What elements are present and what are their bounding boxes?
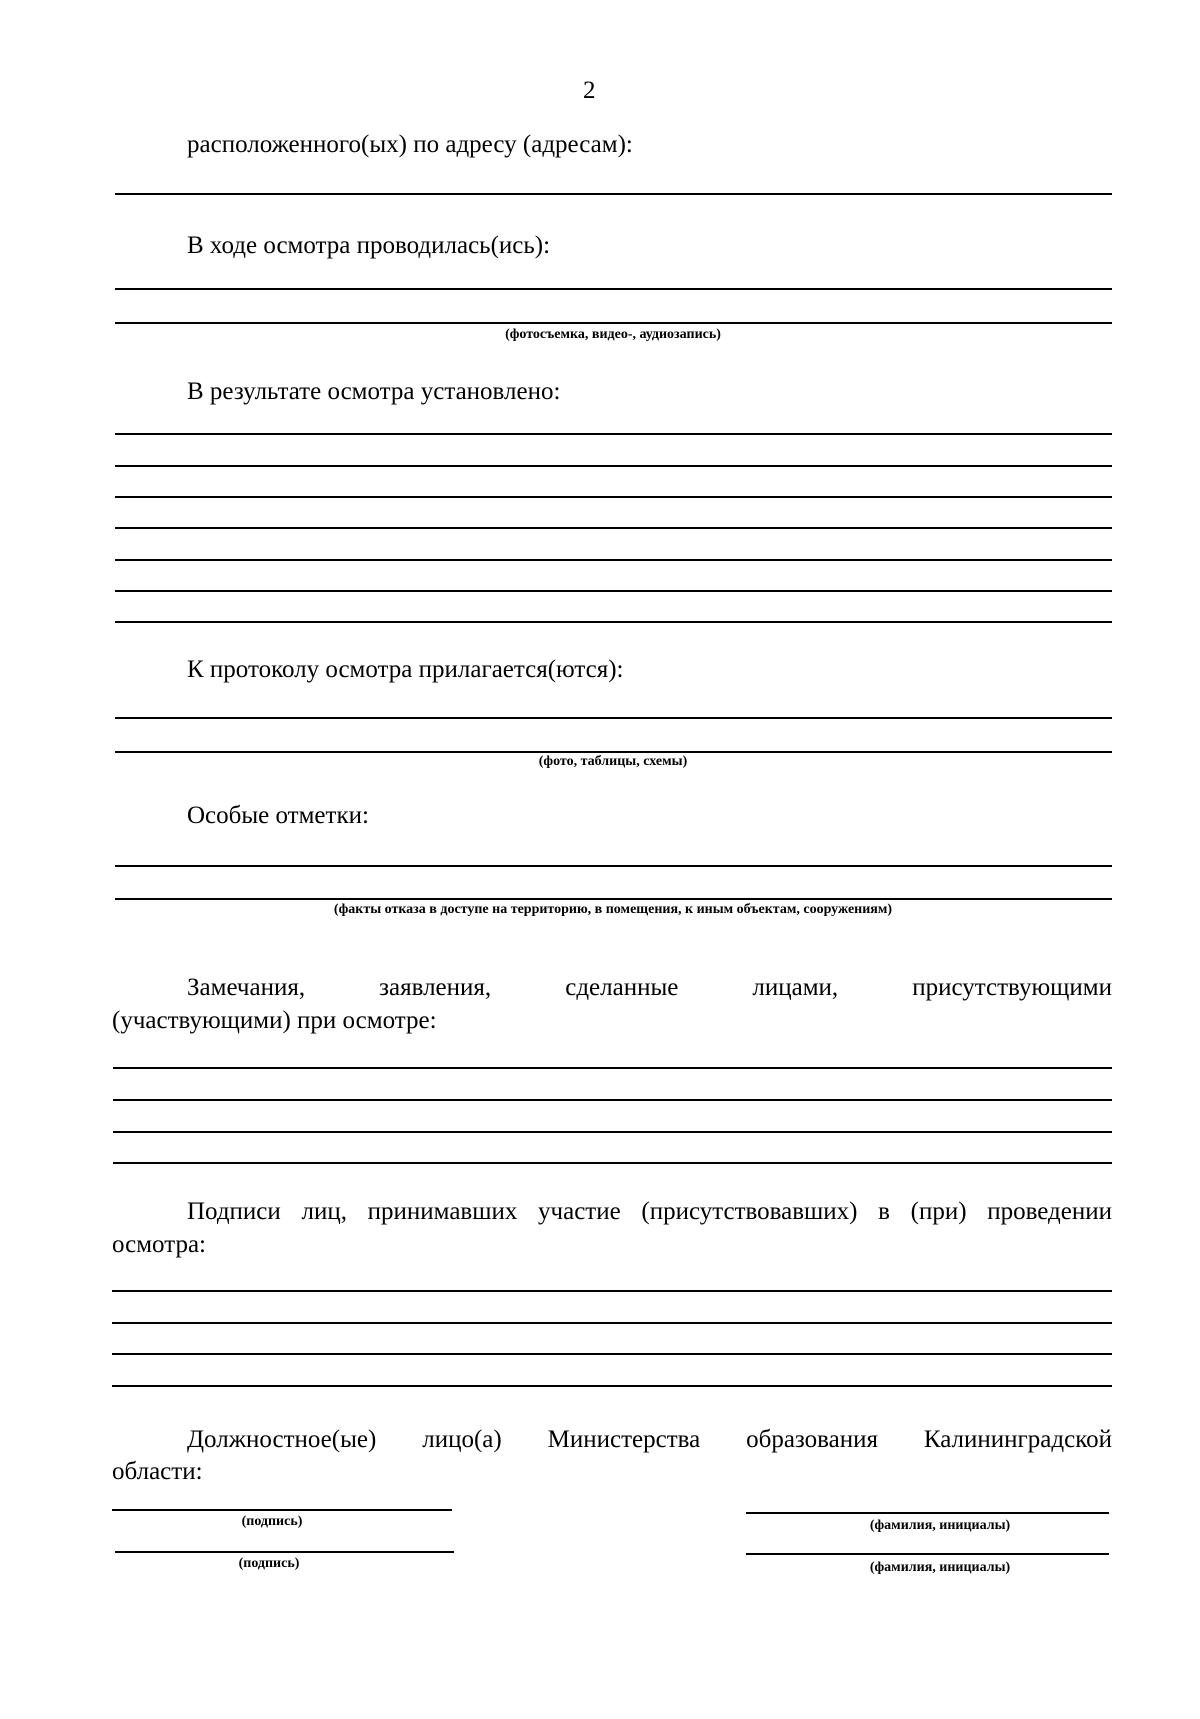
address-line[interactable] bbox=[115, 193, 1112, 195]
attachments-label: К протоколу осмотра прилагается(ются): bbox=[187, 656, 624, 683]
officials-word: Должностное(ые) bbox=[187, 1426, 377, 1453]
name-line-2[interactable] bbox=[746, 1553, 1109, 1555]
remarks-word: заявления, bbox=[379, 974, 492, 1001]
result-line-7[interactable] bbox=[115, 621, 1112, 623]
officials-word: Министерства bbox=[547, 1426, 701, 1453]
special-label: Особые отметки: bbox=[187, 802, 369, 829]
sign-caption-1: (подпись) bbox=[241, 1514, 303, 1529]
recording-caption: (фотосъемка, видео-, аудиозапись) bbox=[505, 327, 721, 342]
sign-caption-2: (подпись) bbox=[238, 1556, 300, 1571]
special-line-2[interactable] bbox=[115, 898, 1112, 900]
name-caption-1: (фамилия, инициалы) bbox=[869, 1518, 1011, 1533]
sign-line-2[interactable] bbox=[115, 1551, 454, 1553]
special-caption: (факты отказа в доступе на территорию, в помещения, к иным объектам, сооружениям) bbox=[333, 902, 893, 917]
officials-line-2: области: bbox=[112, 1458, 203, 1485]
signatures-fill-4[interactable] bbox=[112, 1385, 1112, 1387]
remarks-fill-3[interactable] bbox=[113, 1131, 1112, 1133]
remarks-fill-2[interactable] bbox=[113, 1099, 1112, 1101]
signatures-fill-3[interactable] bbox=[112, 1353, 1112, 1355]
signatures-line-2: осмотра: bbox=[112, 1231, 206, 1258]
remarks-line-1 bbox=[187, 975, 1112, 1000]
attachments-line-2[interactable] bbox=[115, 751, 1112, 753]
result-line-3[interactable] bbox=[115, 496, 1112, 498]
recording-label: В ходе осмотра проводилась(ись): bbox=[187, 232, 551, 259]
remarks-line-2: (участвующими) при осмотре: bbox=[112, 1007, 437, 1034]
result-line-4[interactable] bbox=[115, 527, 1112, 529]
attachments-line-1[interactable] bbox=[115, 717, 1112, 719]
result-line-1[interactable] bbox=[115, 433, 1112, 435]
special-line-1[interactable] bbox=[115, 865, 1112, 867]
signatures-fill-1[interactable] bbox=[112, 1290, 1112, 1292]
officials-line-1 bbox=[187, 1427, 1112, 1452]
officials-word: Калининградской bbox=[923, 1426, 1112, 1453]
recording-line-2[interactable] bbox=[115, 322, 1112, 324]
sign-line-1[interactable] bbox=[112, 1509, 452, 1511]
result-label: В результате осмотра установлено: bbox=[187, 378, 561, 405]
name-caption-2: (фамилия, инициалы) bbox=[869, 1560, 1011, 1575]
remarks-fill-4[interactable] bbox=[113, 1162, 1112, 1164]
page-number: 2 bbox=[583, 77, 596, 104]
result-line-5[interactable] bbox=[115, 559, 1112, 561]
remarks-word: Замечания, bbox=[187, 974, 306, 1001]
remarks-word: лицами, bbox=[752, 974, 839, 1001]
result-line-6[interactable] bbox=[115, 590, 1112, 592]
attachments-caption: (фото, таблицы, схемы) bbox=[538, 754, 688, 769]
signatures-line-1: Подписи лиц, принимавших участие (присутствовавших) в (при) проведении bbox=[187, 1198, 1112, 1225]
name-line-1[interactable] bbox=[746, 1512, 1109, 1514]
recording-line-1[interactable] bbox=[115, 288, 1112, 290]
address-label: расположенного(ых) по адресу (адресам): bbox=[187, 131, 633, 158]
remarks-word: сделанные bbox=[565, 974, 679, 1001]
remarks-word: присутствующими bbox=[912, 974, 1112, 1001]
result-line-2[interactable] bbox=[115, 465, 1112, 467]
officials-word: образования bbox=[746, 1426, 878, 1453]
officials-word: лицо(а) bbox=[422, 1426, 502, 1453]
remarks-fill-1[interactable] bbox=[113, 1067, 1112, 1069]
signatures-fill-2[interactable] bbox=[112, 1322, 1112, 1324]
